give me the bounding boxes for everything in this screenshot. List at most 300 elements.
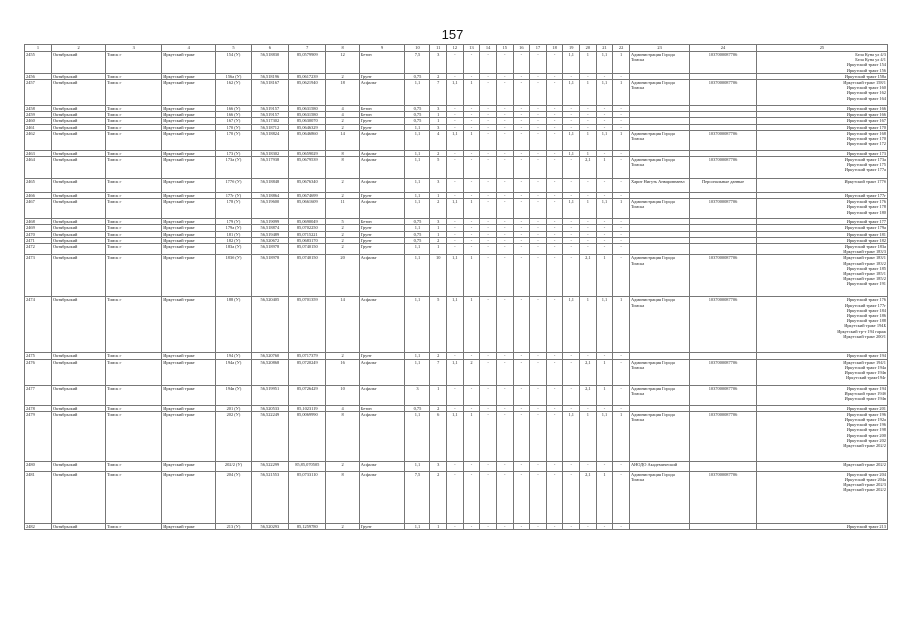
longitude-cell: 85,0679539 xyxy=(289,157,326,179)
width-cell: 1,1 xyxy=(405,80,430,106)
column-number-cell: 8 xyxy=(326,45,359,52)
metric-cell: - xyxy=(546,405,563,411)
address-list-cell: Иркутский тракт 182 xyxy=(756,237,887,243)
metric-cell: - xyxy=(530,80,547,106)
latitude-cell: 56,518830 xyxy=(251,52,288,74)
metric-cell: - xyxy=(613,523,630,529)
metric-cell: - xyxy=(596,118,613,124)
row-id-cell: 2462 xyxy=(25,130,52,150)
length-cell: 8 xyxy=(326,157,359,179)
owner-cell: Администрация Города Томска xyxy=(629,411,689,461)
inn-cell: 1037000087706 xyxy=(690,385,757,405)
metric-cell: - xyxy=(480,130,497,150)
count-cell: 6 xyxy=(430,411,447,461)
row-id-cell: 2477 xyxy=(25,385,52,405)
district-cell: Октябрьский xyxy=(52,179,106,193)
metric-cell: - xyxy=(513,106,530,112)
owner-cell: Администрация Города Томска xyxy=(629,297,689,353)
width-cell: 1,1 xyxy=(405,461,430,471)
length-cell: 2 xyxy=(326,523,359,529)
latitude-cell: 56,519600 xyxy=(251,199,288,219)
inn-cell: Персональные данные xyxy=(690,179,757,193)
metric-cell: - xyxy=(496,353,513,359)
metric-cell: - xyxy=(580,461,597,471)
registry-table xyxy=(24,44,888,530)
metric-cell: - xyxy=(563,193,580,199)
house-cell: 166 (У) xyxy=(216,106,251,112)
metric-cell: - xyxy=(613,461,630,471)
metric-cell: 1,1 xyxy=(447,80,464,106)
row-id-cell: 2466 xyxy=(25,193,52,199)
latitude-cell: 56,522299 xyxy=(251,461,288,471)
metric-cell: - xyxy=(530,471,547,523)
column-number-cell: 7 xyxy=(289,45,326,52)
district-cell: Октябрьский xyxy=(52,124,106,130)
address-list-cell: Иркутский тракт 177г xyxy=(756,193,887,199)
row-id-cell: 2474 xyxy=(25,297,52,353)
street-cell: Иркутский тракт xyxy=(162,106,216,112)
metric-cell: - xyxy=(546,411,563,461)
metric-cell: - xyxy=(480,179,497,193)
house-cell: 202 (У) xyxy=(216,411,251,461)
metric-cell: - xyxy=(447,244,464,255)
metric-cell: - xyxy=(480,353,497,359)
length-cell: 2 xyxy=(326,225,359,231)
count-cell: 3 xyxy=(430,461,447,471)
metric-cell: - xyxy=(463,385,480,405)
district-cell: Октябрьский xyxy=(52,130,106,150)
metric-cell: - xyxy=(546,80,563,106)
surface-cell: Грунт xyxy=(359,193,405,199)
metric-cell: - xyxy=(613,112,630,118)
metric-cell: - xyxy=(530,461,547,471)
metric-cell: - xyxy=(463,52,480,74)
street-cell: Иркутский тракт xyxy=(162,244,216,255)
metric-cell: - xyxy=(496,244,513,255)
metric-cell: 1 xyxy=(463,130,480,150)
surface-cell: Асфальт xyxy=(359,179,405,193)
house-cell: 179а (У) xyxy=(216,225,251,231)
longitude-cell: 85,0701359 xyxy=(289,297,326,353)
surface-cell: Грунт xyxy=(359,353,405,359)
width-cell: 1,1 xyxy=(405,179,430,193)
metric-cell: 1,1 xyxy=(447,411,464,461)
longitude-cell: 85,0617239 xyxy=(289,73,326,79)
address-list-cell: Иркутский тракт 170 xyxy=(756,124,887,130)
metric-cell: - xyxy=(596,150,613,156)
metric-cell: - xyxy=(596,193,613,199)
metric-cell: - xyxy=(513,231,530,237)
length-cell: 2 xyxy=(326,124,359,130)
row-id-cell: 2455 xyxy=(25,52,52,74)
metric-cell: - xyxy=(463,461,480,471)
metric-cell: - xyxy=(546,255,563,297)
metric-cell: - xyxy=(530,359,547,385)
length-cell: 2 xyxy=(326,179,359,193)
metric-cell: - xyxy=(496,471,513,523)
surface-cell: Асфальт xyxy=(359,199,405,219)
city-cell: Томск г xyxy=(106,225,162,231)
column-number-cell: 15 xyxy=(496,45,513,52)
metric-cell: - xyxy=(513,219,530,225)
metric-cell: 1,1 xyxy=(563,150,580,156)
metric-cell: - xyxy=(480,297,497,353)
length-cell: 12 xyxy=(326,52,359,74)
district-cell: Октябрьский xyxy=(52,523,106,529)
longitude-cell: 85,0740150 xyxy=(289,255,326,297)
surface-cell: Бетон xyxy=(359,106,405,112)
latitude-cell: 56,518196 xyxy=(251,73,288,79)
width-cell: 0,75 xyxy=(405,118,430,124)
metric-cell: 1 xyxy=(580,411,597,461)
metric-cell: - xyxy=(496,118,513,124)
metric-cell: 1,1 xyxy=(447,297,464,353)
address-list-cell: Иркутский тракт 177б xyxy=(756,179,887,193)
width-cell: 1,1 xyxy=(405,359,430,385)
row-id-cell: 2467 xyxy=(25,199,52,219)
city-cell: Томск г xyxy=(106,231,162,237)
metric-cell: - xyxy=(447,405,464,411)
city-cell: Томск г xyxy=(106,124,162,130)
district-cell: Октябрьский xyxy=(52,118,106,124)
count-cell: 10 xyxy=(430,255,447,297)
metric-cell: - xyxy=(546,73,563,79)
metric-cell: 1,1 xyxy=(596,130,613,150)
surface-cell: Бетон xyxy=(359,112,405,118)
city-cell: Томск г xyxy=(106,112,162,118)
metric-cell: - xyxy=(530,411,547,461)
row-id-cell: 2476 xyxy=(25,359,52,385)
width-cell: 1,1 xyxy=(405,411,430,461)
metric-cell: - xyxy=(447,118,464,124)
metric-cell: - xyxy=(580,193,597,199)
street-cell: Иркутский тракт xyxy=(162,52,216,74)
metric-cell: - xyxy=(480,523,497,529)
metric-cell: - xyxy=(563,359,580,385)
street-cell: Иркутский тракт xyxy=(162,124,216,130)
latitude-cell: 56,519157 xyxy=(251,112,288,118)
house-cell: 179 (У) xyxy=(216,219,251,225)
metric-cell: - xyxy=(447,471,464,523)
metric-cell: - xyxy=(463,523,480,529)
table-row xyxy=(25,244,888,255)
metric-cell: - xyxy=(546,199,563,219)
metric-cell: - xyxy=(496,80,513,106)
metric-cell: 1,1 xyxy=(596,199,613,219)
surface-cell: Бетон xyxy=(359,405,405,411)
metric-cell: - xyxy=(513,112,530,118)
width-cell: 1,1 xyxy=(405,124,430,130)
width-cell: 0,75 xyxy=(405,112,430,118)
metric-cell: - xyxy=(546,157,563,179)
metric-cell: - xyxy=(480,118,497,124)
metric-cell: - xyxy=(447,353,464,359)
count-cell: 1 xyxy=(430,225,447,231)
city-cell: Томск г xyxy=(106,405,162,411)
count-cell: 7 xyxy=(430,359,447,385)
metric-cell: - xyxy=(563,255,580,297)
street-cell: Иркутский тракт xyxy=(162,461,216,471)
metric-cell: - xyxy=(447,106,464,112)
length-cell: 4 xyxy=(326,405,359,411)
table-row xyxy=(25,471,888,523)
metric-cell: - xyxy=(613,219,630,225)
metric-cell: - xyxy=(596,405,613,411)
metric-cell: - xyxy=(513,150,530,156)
count-cell: 1 xyxy=(430,244,447,255)
district-cell: Октябрьский xyxy=(52,461,106,471)
longitude-cell: 85,0702250 xyxy=(289,225,326,231)
metric-cell: - xyxy=(596,73,613,79)
address-list-cell: Иркутский тракт 158/1 Иркутский тракт 160 Иркутский тракт 162 Иркутский тракт 164 xyxy=(756,80,887,106)
metric-cell: - xyxy=(596,112,613,118)
metric-cell: - xyxy=(580,237,597,243)
house-cell: 182 (У) xyxy=(216,237,251,243)
metric-cell: 1 xyxy=(463,80,480,106)
metric-cell: - xyxy=(530,157,547,179)
metric-cell: - xyxy=(530,106,547,112)
longitude-cell: 85,0661609 xyxy=(289,199,326,219)
metric-cell: - xyxy=(563,385,580,405)
metric-cell: - xyxy=(613,359,630,385)
metric-cell: - xyxy=(513,225,530,231)
column-number-cell: 11 xyxy=(430,45,447,52)
metric-cell: - xyxy=(546,471,563,523)
metric-cell: - xyxy=(580,353,597,359)
metric-cell: - xyxy=(480,150,497,156)
house-cell: 183б (У) xyxy=(216,255,251,297)
metric-cell: - xyxy=(530,150,547,156)
latitude-cell: 56,520293 xyxy=(251,523,288,529)
inn-cell xyxy=(690,523,757,529)
width-cell: 1,1 xyxy=(405,225,430,231)
metric-cell: - xyxy=(480,244,497,255)
column-number-cell: 4 xyxy=(162,45,216,52)
district-cell: Октябрьский xyxy=(52,112,106,118)
metric-cell: - xyxy=(596,244,613,255)
street-cell: Иркутский тракт xyxy=(162,193,216,199)
length-cell: 10 xyxy=(326,385,359,405)
owner-cell: Администрация Города Томска xyxy=(629,130,689,150)
metric-cell: - xyxy=(496,124,513,130)
width-cell: 1,1 xyxy=(405,244,430,255)
metric-cell: - xyxy=(447,523,464,529)
metric-cell: 1,1 xyxy=(563,297,580,353)
metric-cell: - xyxy=(480,219,497,225)
metric-cell: 1 xyxy=(580,199,597,219)
row-id-cell: 2457 xyxy=(25,80,52,106)
width-cell: 1,1 xyxy=(405,130,430,150)
street-cell: Иркутский тракт xyxy=(162,297,216,353)
metric-cell: - xyxy=(513,130,530,150)
metric-cell: - xyxy=(447,225,464,231)
metric-cell: - xyxy=(613,385,630,405)
district-cell: Октябрьский xyxy=(52,411,106,461)
table-row xyxy=(25,385,888,405)
latitude-cell: 56,518848 xyxy=(251,179,288,193)
address-list-cell: Иркутский тракт 213 xyxy=(756,523,887,529)
table-row xyxy=(25,179,888,193)
city-cell: Томск г xyxy=(106,118,162,124)
width-cell: 1,1 xyxy=(405,150,430,156)
metric-cell: - xyxy=(496,405,513,411)
metric-cell: - xyxy=(546,244,563,255)
table-row xyxy=(25,199,888,219)
width-cell: 1,1 xyxy=(405,199,430,219)
row-id-cell: 2482 xyxy=(25,523,52,529)
column-number-cell: 19 xyxy=(563,45,580,52)
metric-cell: - xyxy=(530,405,547,411)
street-cell: Иркутский тракт xyxy=(162,80,216,106)
metric-cell: - xyxy=(463,73,480,79)
metric-cell: - xyxy=(596,523,613,529)
street-cell: Иркутский тракт xyxy=(162,231,216,237)
house-cell: 156а (У) xyxy=(216,73,251,79)
longitude-cell: 85,1259780 xyxy=(289,523,326,529)
street-cell: Иркутский тракт xyxy=(162,353,216,359)
row-id-cell: 2464 xyxy=(25,157,52,179)
owner-cell: Администрация Города Томска xyxy=(629,255,689,297)
metric-cell: - xyxy=(463,157,480,179)
column-number-cell: 9 xyxy=(359,45,405,52)
longitude-cell: 85,0631580 xyxy=(289,106,326,112)
column-number-cell: 14 xyxy=(480,45,497,52)
address-list-cell: Иркутский тракт 166 xyxy=(756,112,887,118)
metric-cell: - xyxy=(463,124,480,130)
row-id-cell: 2463 xyxy=(25,150,52,156)
district-cell: Октябрьский xyxy=(52,225,106,231)
width-cell: 0,75 xyxy=(405,231,430,237)
latitude-cell: 56,518824 xyxy=(251,130,288,150)
count-cell: 7 xyxy=(430,80,447,106)
latitude-cell: 56,520760 xyxy=(251,353,288,359)
address-list-cell: Иркутский тракт 181 xyxy=(756,231,887,237)
metric-cell: - xyxy=(546,237,563,243)
address-list-cell: Иркутский тракт 194 xyxy=(756,353,887,359)
metric-cell: 1,1 xyxy=(596,411,613,461)
district-cell: Октябрьский xyxy=(52,219,106,225)
metric-cell: - xyxy=(530,237,547,243)
metric-cell: - xyxy=(447,73,464,79)
metric-cell: 1,1 xyxy=(563,52,580,74)
metric-cell: - xyxy=(447,157,464,179)
metric-cell: - xyxy=(513,297,530,353)
metric-cell: - xyxy=(613,255,630,297)
metric-cell: - xyxy=(546,359,563,385)
surface-cell: Бетон xyxy=(359,219,405,225)
metric-cell: - xyxy=(596,106,613,112)
length-cell: 8 xyxy=(326,411,359,461)
surface-cell: Асфальт xyxy=(359,359,405,385)
metric-cell: - xyxy=(580,179,597,193)
metric-cell: - xyxy=(613,353,630,359)
district-cell: Октябрьский xyxy=(52,52,106,74)
metric-cell: - xyxy=(596,231,613,237)
metric-cell: - xyxy=(530,385,547,405)
metric-cell: - xyxy=(496,179,513,193)
column-number-cell: 5 xyxy=(216,45,251,52)
metric-cell: 2,1 xyxy=(580,359,597,385)
district-cell: Октябрьский xyxy=(52,237,106,243)
length-cell: 2 xyxy=(326,461,359,471)
inn-cell: 1037000087706 xyxy=(690,199,757,219)
inn-cell: 1037000087706 xyxy=(690,297,757,353)
table-row xyxy=(25,130,888,150)
house-cell: 201 (У) xyxy=(216,405,251,411)
metric-cell: - xyxy=(530,231,547,237)
metric-cell: - xyxy=(546,193,563,199)
metric-cell: - xyxy=(480,385,497,405)
metric-cell: - xyxy=(596,225,613,231)
metric-cell: - xyxy=(530,255,547,297)
metric-cell: - xyxy=(513,523,530,529)
count-cell: 1 xyxy=(430,118,447,124)
address-list-cell: Иркутский тракт 166 xyxy=(756,106,887,112)
metric-cell: - xyxy=(563,353,580,359)
metric-cell: - xyxy=(530,523,547,529)
metric-cell: 1 xyxy=(463,411,480,461)
metric-cell: 2,1 xyxy=(580,255,597,297)
length-cell: 2 xyxy=(326,73,359,79)
width-cell: 0,75 xyxy=(405,106,430,112)
metric-cell: - xyxy=(480,193,497,199)
count-cell: 3 xyxy=(430,219,447,225)
city-cell: Томск г xyxy=(106,297,162,353)
metric-cell: 1,1 xyxy=(447,255,464,297)
city-cell: Томск г xyxy=(106,193,162,199)
metric-cell: - xyxy=(496,150,513,156)
inn-cell: 1037000087706 xyxy=(690,359,757,385)
metric-cell: - xyxy=(463,112,480,118)
metric-cell: - xyxy=(563,461,580,471)
metric-cell: - xyxy=(580,231,597,237)
metric-cell: - xyxy=(513,193,530,199)
metric-cell: - xyxy=(513,244,530,255)
metric-cell: - xyxy=(546,179,563,193)
address-list-cell: Иркутский тракт 176 Иркутский тракт 178 Иркутский тракт 180 xyxy=(756,199,887,219)
metric-cell: - xyxy=(480,471,497,523)
metric-cell: - xyxy=(563,118,580,124)
width-cell: 0,75 xyxy=(405,237,430,243)
metric-cell: 2,1 xyxy=(580,471,597,523)
metric-cell: 1,1 xyxy=(563,130,580,150)
metric-cell: - xyxy=(530,219,547,225)
latitude-cell: 56,519951 xyxy=(251,385,288,405)
district-cell: Октябрьский xyxy=(52,244,106,255)
length-cell: 2 xyxy=(326,353,359,359)
metric-cell: - xyxy=(447,385,464,405)
metric-cell: 1 xyxy=(613,130,630,150)
metric-cell: - xyxy=(530,225,547,231)
surface-cell: Асфальт xyxy=(359,385,405,405)
count-cell: 2 xyxy=(430,353,447,359)
count-cell: 3 xyxy=(430,106,447,112)
metric-cell: - xyxy=(613,231,630,237)
surface-cell: Грунт xyxy=(359,73,405,79)
metric-cell: - xyxy=(496,297,513,353)
metric-cell: - xyxy=(496,112,513,118)
owner-cell: Администрация Города Томска xyxy=(629,199,689,219)
metric-cell: - xyxy=(447,112,464,118)
metric-cell: - xyxy=(530,118,547,124)
surface-cell: Асфальт xyxy=(359,255,405,297)
house-cell: 177г (У) xyxy=(216,193,251,199)
inn-cell xyxy=(690,461,757,471)
owner-cell: Администрация Города Томска xyxy=(629,359,689,385)
table-row xyxy=(25,255,888,297)
metric-cell: - xyxy=(546,118,563,124)
metric-cell: - xyxy=(563,112,580,118)
